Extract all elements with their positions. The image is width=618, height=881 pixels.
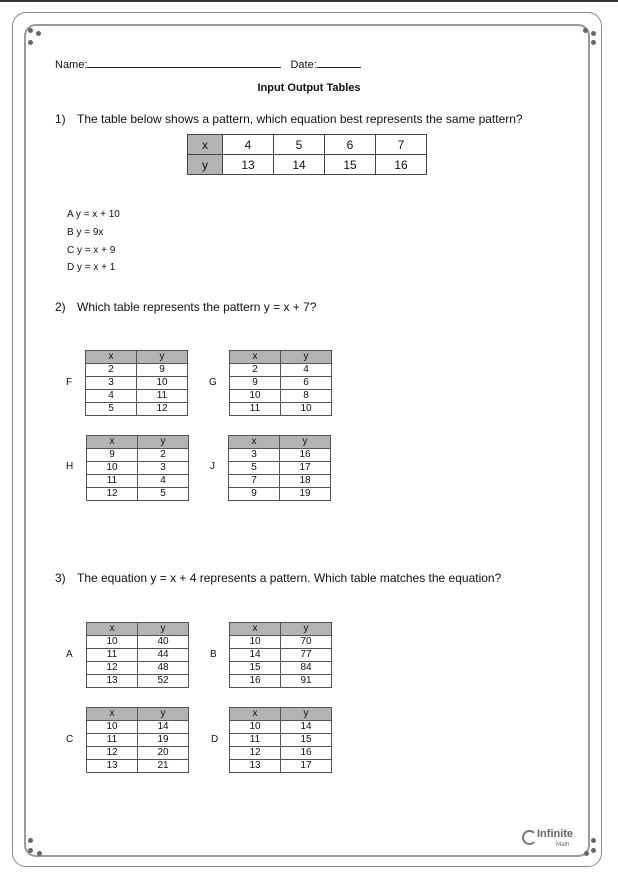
table-cell: 2 <box>230 364 281 377</box>
worksheet-title: Input Output Tables <box>257 82 361 94</box>
option-f-table <box>85 350 188 416</box>
option-g-table <box>229 350 332 416</box>
option-a-label[interactable]: A <box>66 649 73 660</box>
table-cell: 15 <box>230 662 281 675</box>
table-cell: 11 <box>230 403 281 416</box>
table-cell: 12 <box>87 488 138 501</box>
table-cell: 11 <box>87 475 138 488</box>
choice-c[interactable]: C y = x + 9 <box>67 245 116 256</box>
date-label: Date: <box>290 59 317 71</box>
table-cell: 48 <box>138 662 189 675</box>
table-cell: 10 <box>87 462 138 475</box>
table-cell: 19 <box>138 734 189 747</box>
table-cell: 10 <box>87 721 138 734</box>
table-cell: 6 <box>281 377 332 390</box>
table-cell: 70 <box>281 636 332 649</box>
option-h-label[interactable]: H <box>66 461 74 472</box>
question-1-table-y-row <box>188 155 427 175</box>
table-cell: 12 <box>87 747 138 760</box>
table-cell: 17 <box>281 760 332 773</box>
logo-subword: Math <box>556 842 570 848</box>
y-header-cell: y <box>137 351 188 364</box>
option-h-table <box>86 435 189 501</box>
name-label: Name: <box>55 59 88 71</box>
y-header-cell: y <box>281 351 332 364</box>
option-c-label[interactable]: C <box>66 734 74 745</box>
question-2-text: Which table represents the pattern y = x + 7? <box>77 300 317 314</box>
table-cell: 5 <box>229 462 280 475</box>
table-cell: 14 <box>274 155 325 175</box>
table-cell: 9 <box>87 449 138 462</box>
table-cell: 91 <box>281 675 332 688</box>
table-cell: 11 <box>87 649 138 662</box>
table-cell: 3 <box>86 377 137 390</box>
table-cell: 10 <box>281 403 332 416</box>
table-cell: 21 <box>138 760 189 773</box>
table-cell: 5 <box>274 135 325 155</box>
table-cell: 4 <box>223 135 274 155</box>
question-2 <box>55 300 316 314</box>
table-cell: 13 <box>230 760 281 773</box>
y-header-cell: y <box>138 436 189 449</box>
table-cell: 10 <box>230 721 281 734</box>
x-header-cell: x <box>87 623 138 636</box>
option-f-label[interactable]: F <box>66 377 73 388</box>
table-cell: 15 <box>325 155 376 175</box>
question-3 <box>55 571 501 585</box>
date-blank-line <box>317 57 361 68</box>
table-cell: 10 <box>87 636 138 649</box>
y-header-cell: y <box>138 623 189 636</box>
table-cell: 3 <box>229 449 280 462</box>
choice-b[interactable]: B y = 9x <box>67 227 104 238</box>
y-header-cell: y <box>280 436 331 449</box>
y-header-cell: y <box>281 708 332 721</box>
table-cell: 12 <box>137 403 188 416</box>
table-cell: 10 <box>230 636 281 649</box>
option-j-table <box>228 435 331 501</box>
table-cell: 9 <box>230 377 281 390</box>
table-cell: 4 <box>281 364 332 377</box>
table-cell: 13 <box>87 760 138 773</box>
x-header-cell: x <box>230 623 281 636</box>
table-cell: 3 <box>138 462 189 475</box>
logo-word: Infinite <box>537 828 574 840</box>
question-1 <box>55 112 523 126</box>
question-2-number: 2) <box>55 300 66 314</box>
table-cell: 12 <box>87 662 138 675</box>
table-cell: 16 <box>230 675 281 688</box>
table-cell: 9 <box>137 364 188 377</box>
logo-ring-icon <box>522 830 537 845</box>
table-cell: 2 <box>86 364 137 377</box>
table-cell: 11 <box>137 390 188 403</box>
y-header-cell: y <box>138 708 189 721</box>
table-cell: 9 <box>229 488 280 501</box>
table-cell: 12 <box>230 747 281 760</box>
table-cell: 19 <box>280 488 331 501</box>
table-cell: 18 <box>280 475 331 488</box>
name-blank-line <box>87 57 281 68</box>
table-cell: 11 <box>230 734 281 747</box>
table-cell: 14 <box>230 649 281 662</box>
question-3-number: 3) <box>55 571 66 585</box>
option-c-table <box>86 707 189 773</box>
table-cell: 14 <box>281 721 332 734</box>
option-a-table <box>86 622 189 688</box>
y-header-cell: y <box>281 623 332 636</box>
table-cell: 5 <box>86 403 137 416</box>
x-header-cell: x <box>86 351 137 364</box>
table-cell: 20 <box>138 747 189 760</box>
table-cell: 52 <box>138 675 189 688</box>
x-header-cell: x <box>87 436 138 449</box>
table-cell: 77 <box>281 649 332 662</box>
table-cell: 13 <box>87 675 138 688</box>
table-cell: 8 <box>281 390 332 403</box>
table-cell: 10 <box>137 377 188 390</box>
x-header-cell: x <box>188 135 223 155</box>
option-d-label[interactable]: D <box>211 734 219 745</box>
table-cell: 44 <box>138 649 189 662</box>
x-header-cell: x <box>229 436 280 449</box>
table-cell: 5 <box>138 488 189 501</box>
table-cell: 15 <box>281 734 332 747</box>
table-cell: 2 <box>138 449 189 462</box>
option-j-label[interactable]: J <box>210 461 215 472</box>
table-cell: 11 <box>87 734 138 747</box>
option-g-label[interactable]: G <box>209 377 217 388</box>
x-header-cell: x <box>230 351 281 364</box>
question-3-text: The equation y = x + 4 represents a pattern. Which table matches the equation? <box>77 571 502 585</box>
option-b-label[interactable]: B <box>210 649 217 660</box>
name-date-row <box>55 57 361 71</box>
table-cell: 16 <box>281 747 332 760</box>
table-cell: 7 <box>229 475 280 488</box>
table-cell: 6 <box>325 135 376 155</box>
question-1-number: 1) <box>55 112 66 126</box>
table-cell: 7 <box>376 135 427 155</box>
table-cell: 16 <box>376 155 427 175</box>
table-cell: 13 <box>223 155 274 175</box>
top-border-line <box>0 0 618 2</box>
option-b-table <box>229 622 332 688</box>
table-cell: 14 <box>138 721 189 734</box>
table-cell: 10 <box>230 390 281 403</box>
question-1-table-x-row <box>188 135 427 155</box>
question-1-text: The table below shows a pattern, which equation best represents the same pattern? <box>77 112 523 126</box>
table-cell: 40 <box>138 636 189 649</box>
x-header-cell: x <box>87 708 138 721</box>
table-cell: 16 <box>280 449 331 462</box>
question-1-table <box>187 134 427 175</box>
choice-a[interactable]: A y = x + 10 <box>67 209 120 220</box>
table-cell: 4 <box>86 390 137 403</box>
y-header-cell: y <box>188 155 223 175</box>
x-header-cell: x <box>230 708 281 721</box>
choice-d[interactable]: D y = x + 1 <box>67 262 116 273</box>
option-d-table <box>229 707 332 773</box>
table-cell: 4 <box>138 475 189 488</box>
table-cell: 84 <box>281 662 332 675</box>
table-cell: 17 <box>280 462 331 475</box>
